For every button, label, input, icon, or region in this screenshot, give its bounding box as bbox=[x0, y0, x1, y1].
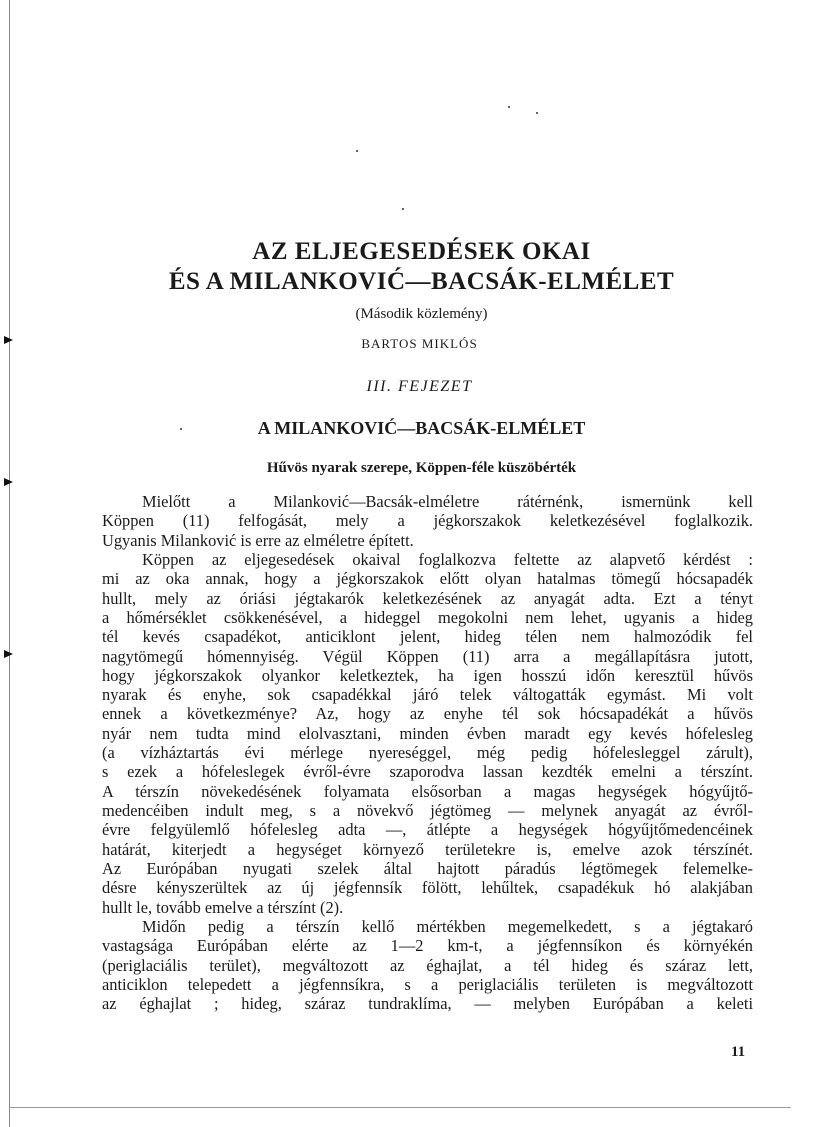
text-line: hogy jégkorszakok olyankor keletkeztek, ha igen hosszú időn keresztül hűvös bbox=[102, 665, 753, 685]
article-subtitle: (Második közlemény) bbox=[355, 306, 488, 322]
text-line: vastagsága Európában elérte az 1—2 km-t, a jégfennsíkon és környékén bbox=[102, 936, 753, 956]
text-line: mi az oka annak, hogy a jégkorszakok előtt olyan hatalmas tömegű hócsapadék bbox=[102, 569, 753, 589]
text-line: (a vízháztartás évi mérlege nyereséggel, még pedig hófelesleggel zárult), bbox=[102, 743, 753, 763]
text-line: Midőn pedig a térszín kellő mértékben megemelkedett, s a jégtakaró bbox=[142, 916, 753, 936]
text-line: Mielőtt a Milanković—Bacsák-elméletre rátérnénk, ismernünk kell bbox=[142, 492, 753, 511]
text-line: a hőmérséklet csökkenésével, a hideggel megokolni nem lehet, ugyanis a hideg bbox=[102, 607, 753, 627]
text-line: (periglaciális terület), megváltozott az éghajlat, a tél hideg és száraz lett, bbox=[102, 955, 753, 975]
scan-speck bbox=[508, 106, 510, 108]
article-title-line-2: ÉS A MILANKOVIĆ—BACSÁK-ELMÉLET bbox=[168, 268, 675, 295]
text-line: désre kényszerültek az új jégfennsík fölött, lehűltek, csapadékuk hó alakjában bbox=[102, 878, 753, 898]
scan-left-border bbox=[9, 0, 10, 1127]
scan-bottom-border bbox=[9, 1107, 791, 1108]
text-line: nyarak és enyhe, sok csapadékkal járó telek váltogatták egymást. Mi volt bbox=[102, 685, 753, 705]
text-line: hullt le, tovább emelve a térszínt (2). bbox=[102, 897, 344, 917]
text-line: Köppen az eljegesedések okaival foglalkozva feltette az alapvető kérdést : bbox=[142, 549, 753, 569]
page-number: 11 bbox=[731, 1044, 746, 1060]
text-line: A térszín növekedésének folyamata elsősorban a magas hegységek hógyűjtő- bbox=[102, 781, 753, 801]
text-line: Köppen (11) felfogását, mely a jégkorszakok keletkezésével foglalkozik. bbox=[102, 511, 753, 531]
article-title-line-1: AZ ELJEGESEDÉSEK OKAI bbox=[252, 238, 591, 265]
author-name: BARTOS MIKLÓS bbox=[361, 336, 478, 351]
text-line: évre felgyülemlő hófelesleg adta —, átlépte a hegységek hógyűjtőmedencéinek bbox=[102, 820, 753, 840]
text-line: hullt, mely az óriási jégtakarók keletkezésének az anyagát adta. Ezt a tényt bbox=[102, 588, 753, 608]
scan-speck bbox=[536, 112, 538, 114]
text-line: ennek a következménye? Az, hogy az enyhe tél sok hócsapadékát a hűvös bbox=[102, 704, 753, 724]
chapter-number: III. FEJEZET bbox=[366, 378, 473, 395]
text-line: tél kevés csapadékot, anticiklont jelent, hideg télen nem halmozódik fel bbox=[102, 627, 753, 647]
chapter-title: A MILANKOVIĆ—BACSÁK-ELMÉLET bbox=[257, 418, 586, 438]
text-line: határát, kiterjedt a hegységet környező területekre is, emelve azok térszínét. bbox=[102, 839, 753, 859]
text-line: nyár nem tudta mind elolvasztani, minden évben maradt egy kevés hófelesleg bbox=[102, 723, 753, 743]
text-line: anticiklon telepedett a jégfennsíkra, s a periglaciális területen is megváltozott bbox=[102, 974, 753, 994]
scan-speck bbox=[356, 150, 358, 152]
body-text bbox=[102, 492, 753, 1013]
text-line: Az Európában nyugati szelek által hajtott páradús légtömegek felemelke- bbox=[102, 858, 753, 878]
text-line: Ugyanis Milanković is erre az elméletre épített. bbox=[102, 530, 414, 550]
scan-speck bbox=[402, 208, 404, 210]
text-line: s ezek a hófeleslegek évről-évre szaporodva lassan kezdték emelni a térszínt. bbox=[102, 762, 753, 782]
text-line: medencéiben indult meg, s a növekvő jégtömeg — melynek anyagát az évről- bbox=[102, 801, 753, 820]
text-line: nagytömegű hómennyiség. Végül Köppen (11) arra a megállapításra jutott, bbox=[102, 646, 753, 666]
text-line: az éghajlat ; hideg, száraz tundraklíma, — melyben Európában a keleti bbox=[102, 994, 753, 1014]
section-heading: Hűvös nyarak szerepe, Köppen-féle küszöbérték bbox=[266, 460, 577, 476]
